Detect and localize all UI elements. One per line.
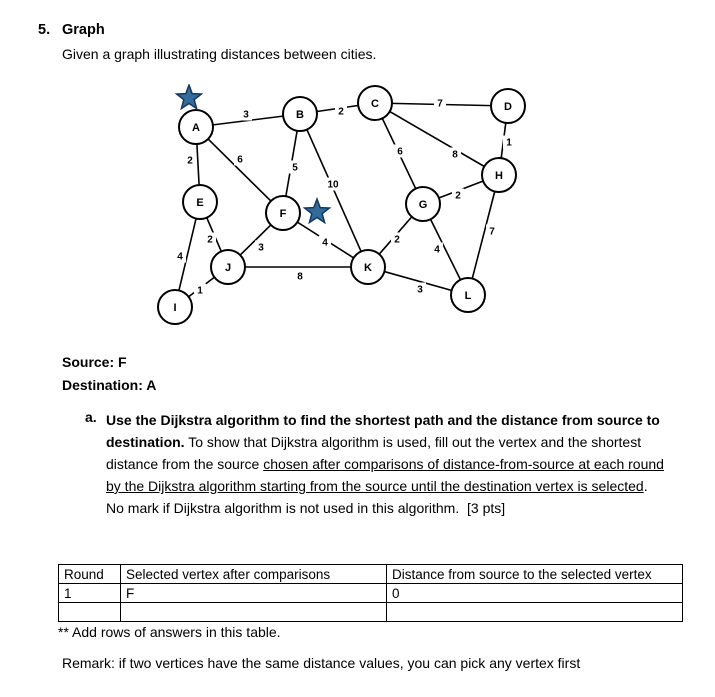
- item-a-marker: a.: [85, 409, 97, 425]
- edge-weight-label-B-C: 2: [338, 106, 344, 118]
- item-a-bold-lead: Use the Dijkstra algorithm to find the shortest path and the distance from source to destination.: [106, 412, 660, 450]
- edge-weight-label-A-B: 3: [243, 109, 249, 121]
- graph-node-label-A: A: [192, 122, 200, 134]
- table-row: [59, 603, 683, 622]
- edge-weight-label-E-J: 2: [207, 234, 213, 246]
- graph-node-label-B: B: [296, 109, 304, 121]
- graph-node-label-H: H: [495, 170, 503, 182]
- cell-round-2: [59, 603, 121, 622]
- edge-weight-label-H-L: 7: [489, 226, 495, 238]
- edge-weight-label-B-F: 5: [292, 162, 298, 174]
- edge-weight-label-G-H: 2: [455, 190, 461, 202]
- table-header-row: [59, 565, 683, 584]
- item-a-body-1: To show that Dijkstra algorithm is used, fill out the vertex and the shortest distance from the source: [106, 434, 642, 472]
- dijkstra-answer-table: [58, 564, 683, 622]
- table-footnote: ** Add rows of answers in this table.: [58, 624, 281, 640]
- graph-edge-C-H: [375, 103, 499, 175]
- header-selected-vertex: Selected vertex after comparisons: [121, 565, 387, 584]
- cell-vertex-2: [121, 603, 387, 622]
- question-title: Graph: [62, 22, 105, 38]
- item-a-text: [106, 409, 666, 519]
- source-label: Source: F: [62, 354, 127, 370]
- question-intro: Given a graph illustrating distances between cities.: [62, 46, 377, 62]
- edge-weight-label-C-G: 6: [397, 146, 403, 158]
- edge-weight-label-F-J: 3: [258, 242, 264, 254]
- item-a-body-2: . No mark if Dijkstra algorithm is not used in this algorithm. [3 pts]: [106, 478, 648, 516]
- destination-label: Destination: A: [62, 377, 157, 393]
- item-a-underlined: chosen after comparisons of distance-from-source at each round by the Dijkstra algorithm starting from the source until the destination vertex is selected: [106, 456, 664, 494]
- header-round: Round: [59, 565, 121, 584]
- cell-vertex-1: F: [121, 584, 387, 603]
- remark-text: Remark: if two vertices have the same distance values, you can pick any vertex first: [62, 655, 581, 671]
- graph-node-label-C: C: [371, 98, 379, 110]
- cell-distance-2: [387, 603, 683, 622]
- edge-weight-label-J-K: 8: [297, 271, 303, 283]
- edge-weight-label-A-E: 2: [187, 155, 193, 167]
- edge-weight-label-K-L: 3: [417, 284, 423, 296]
- star-icon: [305, 199, 330, 223]
- edge-weight-label-E-I: 4: [177, 251, 183, 263]
- edge-weight-label-G-K: 2: [394, 234, 400, 246]
- graph-node-label-L: L: [464, 290, 472, 302]
- graph-node-label-K: K: [364, 262, 372, 274]
- edge-weight-label-G-L: 4: [434, 244, 440, 256]
- edge-weight-label-I-J: 1: [197, 285, 203, 297]
- edge-weight-label-D-H: 1: [506, 137, 512, 149]
- edge-weight-label-C-H: 8: [452, 149, 458, 161]
- edge-weight-label-B-K: 10: [327, 179, 339, 191]
- graph-node-label-D: D: [504, 101, 512, 113]
- table-row: [59, 584, 683, 603]
- city-graph: [140, 84, 560, 352]
- cell-round-1: 1: [59, 584, 121, 603]
- graph-node-label-G: G: [418, 199, 428, 211]
- graph-node-label-F: F: [279, 208, 287, 220]
- star-icon: [177, 85, 202, 109]
- cell-distance-1: 0: [387, 584, 683, 603]
- edge-weight-label-C-D: 7: [437, 98, 443, 110]
- graph-node-label-E: E: [196, 197, 204, 209]
- graph-node-label-I: I: [173, 302, 177, 314]
- question-number: 5.: [38, 22, 51, 38]
- question-item-a: [85, 409, 670, 519]
- edge-weight-label-A-F: 6: [237, 154, 243, 166]
- edge-weight-label-F-K: 4: [322, 237, 328, 249]
- graph-node-label-J: J: [224, 262, 232, 274]
- header-distance: Distance from source to the selected vertex: [387, 565, 683, 584]
